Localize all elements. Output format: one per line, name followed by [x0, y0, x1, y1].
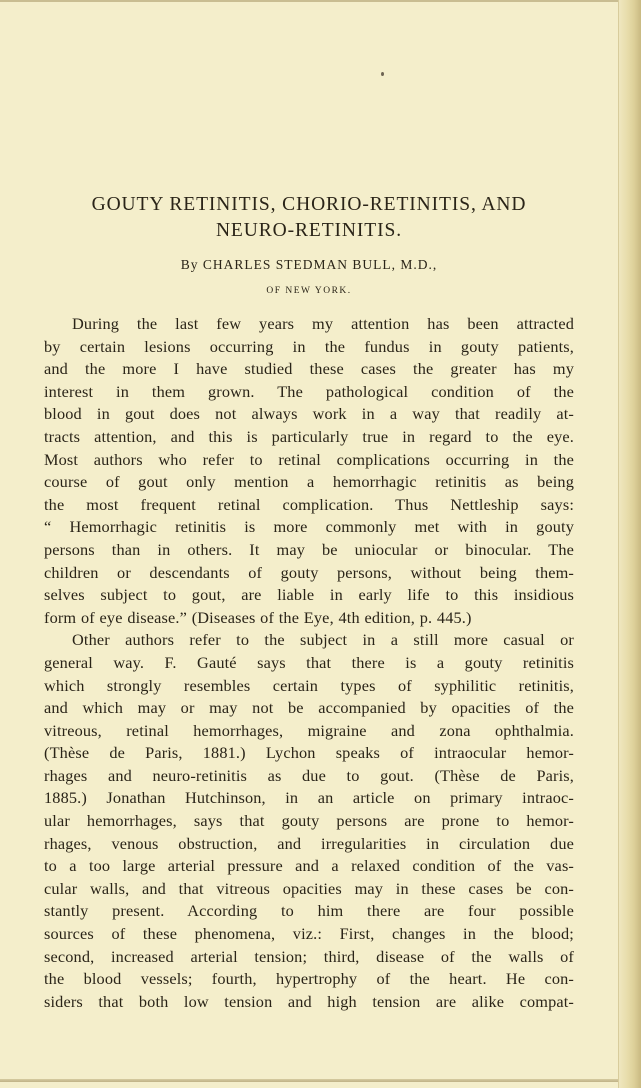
top-rule: [0, 0, 618, 2]
text-line: ular hemorrhages, says that gouty persons are prone to hemor-: [44, 811, 574, 831]
text-line: persons than in others. It may be uniocular or binocular. The: [44, 539, 574, 559]
text-line: rhages and neuro-retinitis as due to gout. (Thèse de Paris,: [44, 765, 574, 785]
text-line: children or descendants of gouty persons, without being them-: [44, 562, 574, 582]
text-line: second, increased arterial tension; third, disease of the walls of: [44, 946, 574, 966]
text-line: form of eye disease.” (Diseases of the Eye, 4th edition, p. 445.): [44, 607, 472, 627]
paragraph-1: [44, 313, 574, 629]
text-line: the blood vessels; fourth, hypertrophy of the heart. He con-: [44, 969, 574, 989]
author-affiliation: OF NEW YORK.: [266, 286, 352, 296]
text-line: the most frequent retinal complication. Thus Nettleship says:: [44, 494, 574, 514]
text-line: stantly present. According to him there are four possible: [44, 901, 574, 921]
text-line: selves subject to gout, are liable in early life to this insidious: [44, 585, 574, 605]
title-line: GOUTY RETINITIS, CHORIO-RETINITIS, AND: [91, 194, 527, 215]
page-edge: [618, 0, 641, 1088]
text-line: cular walls, and that vitreous opacities may in these cases be con-: [44, 878, 574, 898]
ink-speck: [381, 72, 384, 76]
bottom-rule: [0, 1079, 618, 1082]
text-line: and the more I have studied these cases the greater has my: [44, 359, 574, 379]
text-line: by certain lesions occurring in the fundus in gouty patients,: [44, 336, 574, 356]
text-line: rhages, venous obstruction, and irregularities in circulation due: [44, 833, 574, 853]
text-line: Most authors who refer to retinal complications occurring in the: [44, 449, 574, 469]
author-byline: By CHARLES STEDMAN BULL, M.D.,: [180, 257, 438, 272]
text-line: course of gout only mention a hemorrhagic retinitis as being: [44, 472, 574, 492]
text-line: sources of these phenomena, viz.: First, changes in the blood;: [44, 924, 574, 944]
text-line: interest in them grown. The pathological condition of the: [44, 381, 574, 401]
text-line: and which may or may not be accompanied by opacities of the: [44, 698, 574, 718]
article-title: [44, 192, 574, 244]
text-line: 1885.) Jonathan Hutchinson, in an article on primary intraoc-: [44, 788, 574, 808]
text-line: Other authors refer to the subject in a still more casual or: [72, 630, 574, 650]
text-line: “ Hemorrhagic retinitis is more commonly met with in gouty: [44, 517, 574, 537]
text-line: vitreous, retinal hemorrhages, migraine and zona ophthalmia.: [44, 720, 574, 740]
paragraph-2: [44, 629, 574, 1013]
text-line: general way. F. Gauté says that there is a gouty retinitis: [44, 652, 574, 672]
text-line: siders that both low tension and high tension are alike compat-: [44, 991, 574, 1011]
title-line: NEURO-RETINITIS.: [215, 220, 403, 241]
text-line: (Thèse de Paris, 1881.) Lychon speaks of intraocular hemor-: [44, 743, 574, 763]
text-line: tracts attention, and this is particularly true in regard to the eye.: [44, 426, 574, 446]
text-line: which strongly resembles certain types of syphilitic retinitis,: [44, 675, 574, 695]
text-line: During the last few years my attention has been attracted: [72, 314, 574, 333]
text-line: blood in gout does not always work in a way that readily at-: [44, 404, 574, 424]
text-line: to a too large arterial pressure and a relaxed condition of the vas-: [44, 856, 574, 876]
article: [44, 192, 574, 1013]
